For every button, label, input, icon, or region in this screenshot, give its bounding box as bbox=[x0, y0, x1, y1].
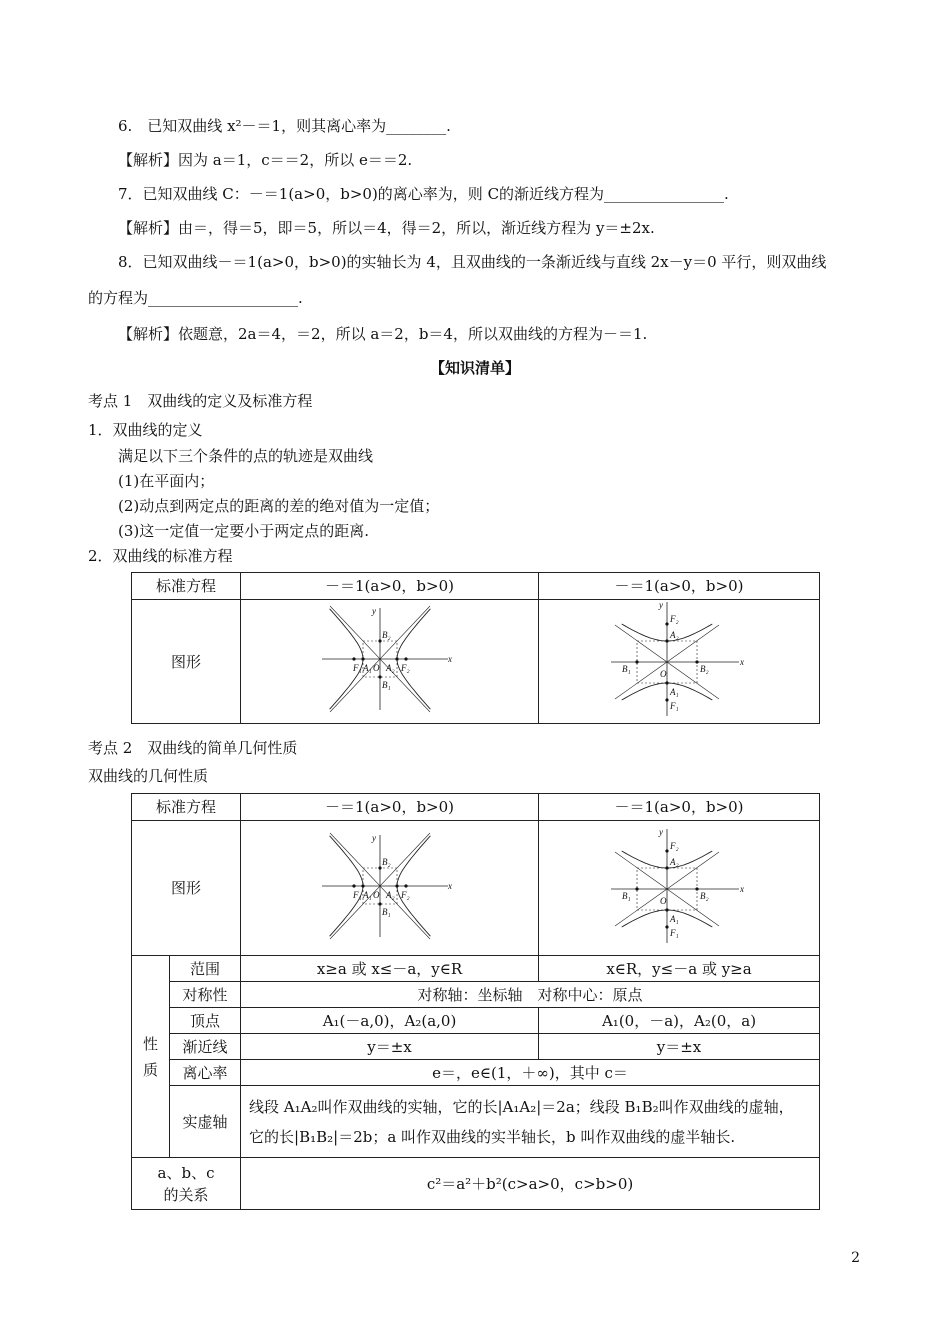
properties-label: 性 质 bbox=[132, 956, 170, 1158]
symmetry-label: 对称性 bbox=[170, 982, 241, 1008]
point-marker bbox=[361, 657, 364, 660]
vertex-horizontal: A₁(－a,0)，A₂(a,0) bbox=[241, 1008, 539, 1034]
geometric-properties-table bbox=[131, 793, 820, 1210]
label-F1: F₁ bbox=[670, 701, 679, 711]
label-B1: B₁ bbox=[622, 664, 631, 674]
asymptote-horizontal: y＝±x bbox=[241, 1034, 539, 1060]
eccentricity-value: e＝，e∈(1，＋∞)，其中 c＝ bbox=[241, 1060, 820, 1086]
table2-figure-vertical bbox=[539, 821, 820, 956]
vertex-vertical: A₁(0，－a)，A₂(0，a) bbox=[539, 1008, 820, 1034]
label-origin: O bbox=[660, 895, 667, 906]
point-marker bbox=[378, 902, 381, 905]
table2-figure-horizontal bbox=[241, 821, 539, 956]
label-A1: A₁ bbox=[362, 889, 372, 900]
problem-7: 7．已知双曲线 C：－＝1(a>0，b>0)的离心率为，则 C的渐近线方程为________________. bbox=[118, 185, 729, 203]
label-B1: B₁ bbox=[381, 680, 391, 690]
kp1-intro: 满足以下三个条件的点的轨迹是双曲线 bbox=[118, 447, 374, 465]
problem-8-line1: 8．已知双曲线－＝1(a>0，b>0)的实轴长为 4，且双曲线的一条渐近线与直线 2x－y＝0 平行，则双曲线 bbox=[118, 253, 827, 271]
label-B2: B₂ bbox=[700, 664, 709, 674]
axes-line1: 线段 A₁A₂叫作双曲线的实轴，它的长|A₁A₂|＝2a；线段 B₁B₂叫作双曲线的虚轴， bbox=[249, 1097, 794, 1116]
label-B1: B₁ bbox=[622, 890, 631, 901]
hyperbola-horizontal-figure bbox=[320, 604, 460, 714]
label-B1: B₁ bbox=[381, 906, 391, 917]
asymptote-vertical: y＝±x bbox=[539, 1034, 820, 1060]
table2-header-eq1: －＝1(a>0，b>0) bbox=[241, 794, 539, 821]
label-A2: A₂ bbox=[670, 630, 679, 640]
label-origin: O bbox=[660, 669, 667, 679]
point-marker bbox=[378, 675, 381, 678]
point-marker bbox=[361, 884, 364, 887]
point-marker bbox=[665, 639, 668, 642]
kp2-heading: 考点 2 双曲线的简单几何性质 bbox=[88, 739, 298, 757]
point-marker bbox=[665, 681, 668, 684]
label-A2: A₂ bbox=[385, 663, 395, 673]
label-F1: F₁ bbox=[352, 663, 362, 673]
axis-label-y: y bbox=[371, 606, 376, 616]
table2-header-eq2: －＝1(a>0，b>0) bbox=[539, 794, 820, 821]
label-F1: F₁ bbox=[352, 889, 362, 900]
point-marker bbox=[395, 884, 398, 887]
abc-relation-value: c²＝a²＋b²(c>a>0，c>b>0) bbox=[241, 1158, 820, 1210]
label-A2: A₂ bbox=[670, 856, 679, 867]
symmetry-value: 对称轴：坐标轴 对称中心：原点 bbox=[241, 982, 820, 1008]
asymptote-label: 渐近线 bbox=[170, 1034, 241, 1060]
abc-label-line1: a、b、c bbox=[157, 1163, 215, 1182]
kp1-s1: 1．双曲线的定义 bbox=[88, 421, 203, 439]
label-origin: O bbox=[372, 889, 380, 900]
table2-figure-label: 图形 bbox=[132, 821, 241, 956]
axis-label-x: x bbox=[740, 657, 744, 667]
axis-label-y: y bbox=[659, 600, 663, 610]
hyperbola-vertical-figure bbox=[609, 827, 749, 945]
label-A2: A₂ bbox=[385, 889, 395, 900]
axis-label-y: y bbox=[371, 832, 376, 843]
point-marker bbox=[665, 622, 668, 625]
point-marker bbox=[665, 866, 668, 869]
label-B2: B₂ bbox=[381, 856, 391, 867]
label-B2: B₂ bbox=[700, 890, 709, 901]
point-marker bbox=[665, 925, 668, 928]
point-marker bbox=[404, 884, 407, 887]
table1-header-eq2: －＝1(a>0，b>0) bbox=[539, 573, 820, 600]
point-marker bbox=[352, 884, 355, 887]
abc-relation-label bbox=[132, 1158, 241, 1210]
kp1-cond2: (2)动点到两定点的距离的差的绝对值为一定值； bbox=[118, 497, 440, 515]
axes-value bbox=[241, 1086, 820, 1158]
table1-header-label: 标准方程 bbox=[132, 573, 241, 600]
page-number: 2 bbox=[851, 1250, 860, 1266]
kp1-cond1: (1)在平面内； bbox=[118, 472, 215, 490]
point-marker bbox=[404, 657, 407, 660]
label-F1: F₁ bbox=[670, 927, 679, 938]
axis-label-y: y bbox=[659, 826, 664, 837]
label-F2: F₂ bbox=[670, 614, 679, 624]
point-marker bbox=[665, 849, 668, 852]
eccentricity-label: 离心率 bbox=[170, 1060, 241, 1086]
point-marker bbox=[665, 908, 668, 911]
axes-label: 实虚轴 bbox=[170, 1086, 241, 1158]
table1-figure-horizontal bbox=[241, 600, 539, 724]
kp1-cond3: (3)这一定值一定要小于两定点的距离. bbox=[118, 522, 370, 540]
standard-equation-table bbox=[131, 572, 820, 724]
label-A1: A₁ bbox=[670, 913, 679, 924]
solution-8: 【解析】依题意，2a＝4，＝2，所以 a＝2，b＝4，所以双曲线的方程为－＝1. bbox=[118, 325, 648, 343]
abc-label-line2: 的关系 bbox=[163, 1185, 209, 1204]
point-marker bbox=[695, 660, 698, 663]
range-vertical: x∈R，y≤－a 或 y≥a bbox=[539, 956, 820, 982]
knowledge-title: 【知识清单】 bbox=[429, 359, 520, 377]
label-F2: F₂ bbox=[400, 663, 410, 673]
range-label: 范围 bbox=[170, 956, 241, 982]
solution-7: 【解析】由＝，得＝5，即＝5，所以＝4，得＝2，所以，渐近线方程为 y＝±2x. bbox=[118, 219, 655, 237]
kp1-s2: 2．双曲线的标准方程 bbox=[88, 547, 233, 565]
hyperbola-horizontal-figure bbox=[320, 831, 460, 941]
label-A1: A₁ bbox=[670, 687, 679, 697]
kp1-heading: 考点 1 双曲线的定义及标准方程 bbox=[88, 392, 313, 410]
hyperbola-vertical-figure bbox=[609, 600, 749, 718]
table1-figure-vertical bbox=[539, 600, 820, 724]
axis-label-x: x bbox=[447, 880, 452, 891]
table1-figure-label: 图形 bbox=[132, 600, 241, 724]
axis-label-x: x bbox=[740, 883, 745, 894]
point-marker bbox=[665, 698, 668, 701]
label-B2: B₂ bbox=[381, 630, 391, 640]
point-marker bbox=[635, 887, 638, 890]
point-marker bbox=[352, 657, 355, 660]
axis-label-x: x bbox=[447, 654, 452, 664]
problem-8-line2: 的方程为____________________. bbox=[88, 289, 303, 307]
table2-header-label: 标准方程 bbox=[132, 794, 241, 821]
point-marker bbox=[635, 660, 638, 663]
label-F2: F₂ bbox=[670, 840, 679, 851]
point-marker bbox=[695, 887, 698, 890]
kp2-sub: 双曲线的几何性质 bbox=[88, 767, 209, 785]
vertex-label: 顶点 bbox=[170, 1008, 241, 1034]
label-A1: A₁ bbox=[362, 663, 372, 673]
problem-6: 6. 已知双曲线 x²－＝1，则其离心率为________. bbox=[118, 117, 451, 135]
label-F2: F₂ bbox=[400, 889, 410, 900]
table1-header-eq1: －＝1(a>0，b>0) bbox=[241, 573, 539, 600]
label-origin: O bbox=[372, 663, 379, 673]
point-marker bbox=[395, 657, 398, 660]
axes-line2: 它的长|B₁B₂|＝2b；a 叫作双曲线的实半轴长，b 叫作双曲线的虚半轴长. bbox=[249, 1127, 736, 1146]
solution-6: 【解析】因为 a＝1，c＝＝2，所以 e＝＝2. bbox=[118, 151, 413, 169]
range-horizontal: x≥a 或 x≤－a，y∈R bbox=[241, 956, 539, 982]
